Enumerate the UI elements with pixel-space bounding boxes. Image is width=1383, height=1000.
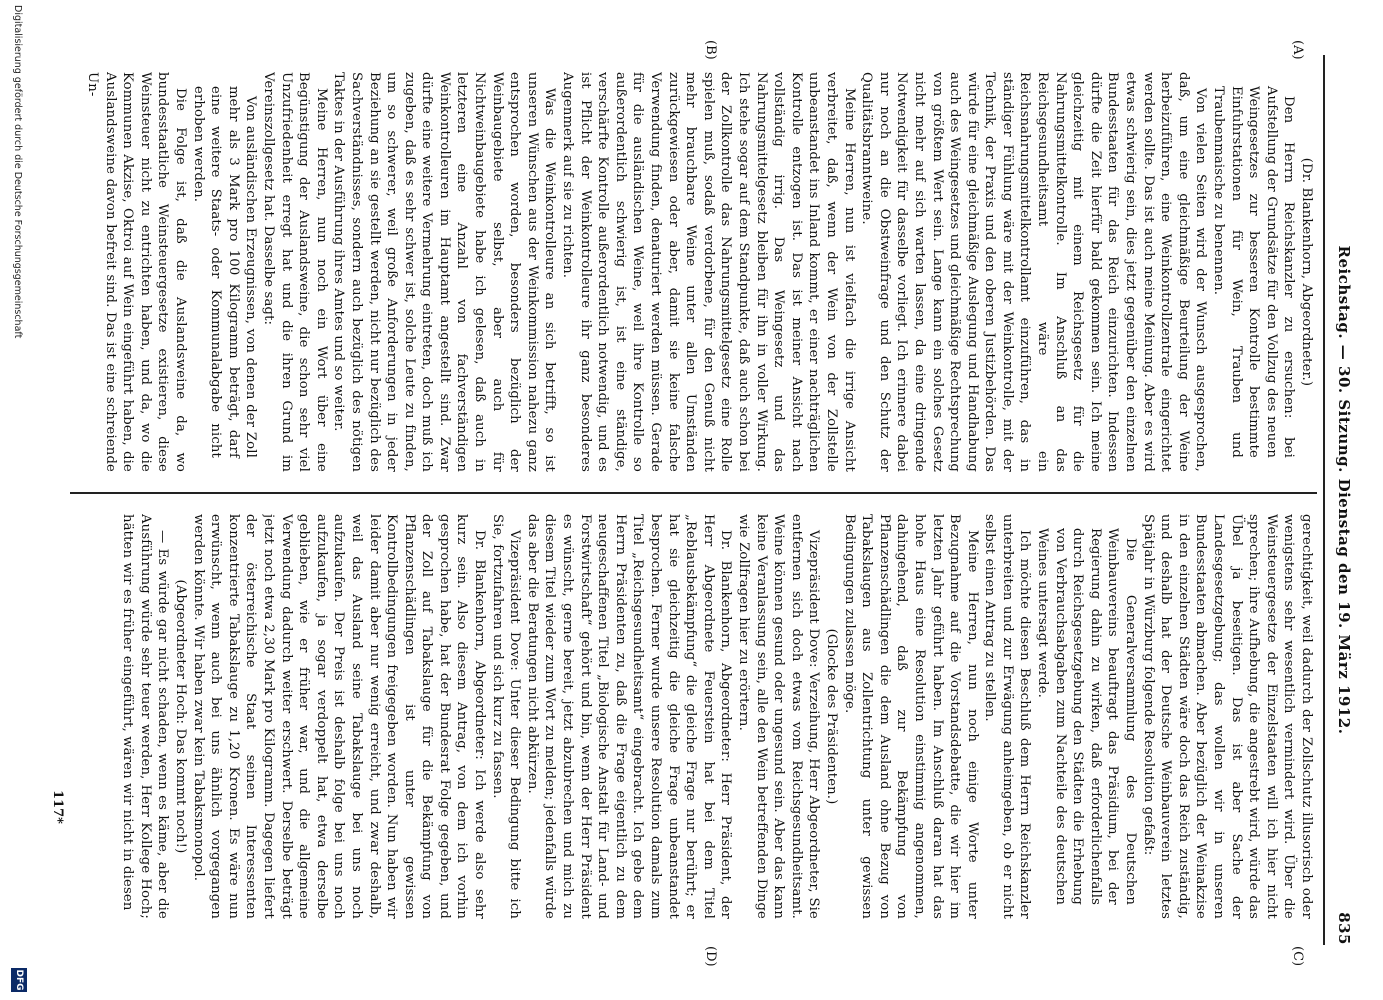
- resolution-quote: Den Herrn Reichskanzler zu ersuchen: bei Aufstellung der Grundsätze für den Vollzug des neuen Weingesetzes zur besseren Kontrolle bestimmte Einfuhrstationen für Wein, Trauben und Traubenmaische zu benennen.: [1211, 86, 1297, 458]
- law-quote: Von ausländischen Erzeugnissen, von denen der Zoll mehr als 3 Mark pro 100 Kilogramm beträgt, darf eine weitere Staats- oder Kommunalabgabe nicht erhoben werden.: [190, 86, 259, 458]
- margin-mark-a: (A): [1290, 40, 1305, 60]
- column-rule: [70, 492, 1317, 494]
- signature-mark: 117*: [50, 790, 65, 824]
- interjection: (Glocke des Präsidenten.): [823, 628, 839, 805]
- paragraph: Die Folge ist, daß die Auslandsweine da, wo bundesstaatliche Weinsteuergesetze existieren, diese Weinsteuer nicht zu entrichten haben, und da, wo die Kommunen Akzise, Oktroi auf Wein eingeführt haben, die Auslandsweine davon befreit sind. Das ist eine schreiende Un-: [85, 72, 188, 472]
- paragraph: Von vielen Seiten wird der Wunsch ausgesprochen, daß, um eine gleichmäßige Beurteilung der Weine herbeizuführen, eine Weinkontrollzentrale eingerichtet werden sollte. Das ist auch meine Meinung. Aber es wird etwas schwierig sein, dies jetzt gegenüber den einzelnen Bundesstaaten für das Reich einzurichten. Indessen dürfte die Zeit hierfür bald gekommen sein. Ich meine gleichzeitig mit einem Reichsgesetz für die Nahrungsmittelkontrolle. Im Anschluß an das Reichsgesundheitsamt wäre ein Reichsnahrungsmittelkontrollamt einzuführen, das in ständiger Fühlung wäre mit der Weinkontrolle, mit der Technik, der Praxis und den oberen Justizbehörden. Das würde für eine gleichmäßige Auslegung und Handhabung auch des Weingesetzes und gleichmäßige Rechtsprechung von größtem Wert sein. Lange kann ein solches Gesetz nicht mehr auf sich warten lassen, da eine dringende Notwendigkeit für dasselbe vorliegt. Ich erinnere dabei nur noch an die Obstweinfrage und den Schutz der Qualitätsbranntweine.: [859, 72, 1209, 472]
- interjection: (Abgeordneter Hoch: Das kommt noch!): [173, 579, 188, 854]
- paragraph: Was die Weinkontrolleure an sich betrifft, so ist unseren Wünschen aus der Weinkommission nahezu ganz entsprochen worden, besonders bezüglich der Weinbaugebiete selbst, aber auch für Nichtweinbaugebiete habe ich gelesen, daß auch in letzteren eine Anzahl von fachverständigen Weinkontrolleuren im Hauptamt angestellt sind. Zwar dürfte eine weitere Vermehrung eintreten, doch muß ich zugeben, daß es sehr schwer ist, solche Leute zu finden, um so schwerer, weil große Anforderungen in jeder Beziehung an sie gestellt werden, nicht nur bezüglich des Sachverständnisses, sondern auch bezüglich des nötigen Taktes in der Ausführung ihres Amtes und so weiter.: [331, 72, 558, 472]
- paragraph: — Es würde gar nicht schaden, wenn es käme, aber die Ausführung würde sehr teuer werden, Herr Kollege Hoch; hätten wir es früher eingeführt, wären wir nicht in diesen: [120, 514, 171, 919]
- paragraph: Meine Herren, nun noch ein Wort über eine Begünstigung der Auslandsweine, die schon sehr viel Unzufriedenheit erregt hat und die ihren Grund im Vereinszollgesetz hat. Dasselbe sagt:: [260, 72, 329, 472]
- header-rule: [1323, 55, 1325, 945]
- page-number: 835: [1335, 912, 1353, 945]
- left-column: [70, 72, 1315, 472]
- margin-mark-b: (B): [703, 40, 718, 60]
- paragraph: Meine Herren, nun noch einige Worte unter Bezugnahme auf die Vorstandsdebatte, die wir hier im letzten Jahr geführt haben. Im Anschluß daran hat das hohe Haus eine Resolution einstimmig angenommen, dahingehend, daß zur Bekämpfung von Pflanzenschädlingen die dem Ausland ohne Bezug von Tabakslaugen aus Zollentrichtung unter gewissen Bedingungen zulassen möge.: [841, 514, 980, 919]
- resolution-quote: Die Generalversammlung des Deutschen Weinbauvereins beauftragt das Präsidium, bei der Regierung dahin zu wirken, daß erforderlichenfalls durch Reichsgesetzgebung den Städten die Erhebung von Verbrauchsabgaben zum Nachteile des deutschen Weines untersagt werde.: [1035, 528, 1139, 905]
- margin-mark-c: (C): [1290, 946, 1305, 967]
- paragraph: Dr. Blankenhorn, Abgeordneter: Ich werde also sehr kurz sein. Also diesem Antrag, von dem ich vorhin gesprochen habe, hat der Bundesrat Folge gegeben, und der Zoll auf Tabakslauge für die Bekämpfung von Pflanzenschädlingen ist unter gewissen Kontrollbedingungen freigegeben worden. Nun haben wir leider damit aber nur wenig erreicht, und zwar deshalb, weil das Ausland seine Tabakslauge bei uns noch aufzukaufen. Der Preis ist deshalb folge bei uns noch aufzukaufen, ja sogar verdoppelt hat, etwa derselbe geblieben, wie er früher war, und die allgemeine Verwendung dadurch weiter erschwert. Derselbe beträgt jetzt noch etwa 2,30 Mark pro Kilogramm. Dagegen liefert der österreichische Staat seinen Interessenten konzentrierte Tabakslauge zu 1,20 Kronen. Es wäre nun erwünscht, wenn auch bei uns ähnlich vorgegangen werden könnte. Wir haben zwar kein Tabaksmonopol.: [190, 514, 488, 919]
- dfg-logo: DFG: [11, 968, 27, 992]
- paragraph: Vizepräsident Dove: Unter dieser Bedingung bitte ich Sie, fortzufahren und sich kurz zu fassen.: [489, 514, 523, 919]
- header-title: Reichstag. — 30. Sitzung. Dienstag den 19. März 1912.: [1335, 245, 1353, 735]
- right-column: [70, 514, 1315, 919]
- speaker-line: (Dr. Blankenhorn, Abgeordneter.): [1299, 157, 1314, 387]
- paragraph: gerechtigkeit, weil dadurch der Zollschutz illusorisch oder wenigstens sehr wesentlich vermindert wird. Über die Weinsteuergesetze der Einzelstaaten will ich hier nicht sprechen; ihre Aufhebung, die angestrebt wird, würde das Übel ja beseitigen. Das ist aber Sache der Landesgesetzgebung; das wollen wir in unseren Bundesstaaten abmachen. Aber bezüglich der Weinakzise in den einzelnen Städten wäre doch das Reich zuständig, und deshalb hat der Deutsche Weinbauverein letztes Spätjahr in Würzburg folgende Resolution gefaßt:: [1140, 514, 1314, 919]
- paragraph: Dr. Blankenhorn, Abgeordneter: Herr Präsident, der Herr Abgeordnete Feuerstein hat bei dem Titel „Reblausbekämpfung“ die gleiche Frage nur berührt; er hat sie gleichzeitig die gleiche Frage unbeanstandet besprochen. Ferner wurde unsere Resolution damals zum Titel „Reichsgesundheitsamt“ eingebracht. Ich gebe dem Herrn Präsidenten zu, daß die Frage eigentlich zu dem neugeschaffenen Titel „Biologische Anstalt für Land- und Forstwirtschaft“ gehört und bin, wenn der Herr Präsident es wünscht, gerne bereit, jetzt abzubrechen und mich zu diesem Titel wieder zum Wort zu melden; jedenfalls würde das aber die Beratungen nicht abkürzen.: [524, 514, 734, 919]
- page-header: [1327, 35, 1353, 945]
- paragraph: Vizepräsident Dove: Verzeihung, Herr Abgeordneter, Sie entfernen sich doch etwas vom Reichsgesundheitsamt. Weine können gesund oder ungesund sein. Aber das kann keine Veranlassung sein, alle den Wein betreffenden Dinge wie Zollfragen hier zu erörtern.: [736, 514, 822, 919]
- margin-mark-d: (D): [703, 946, 718, 967]
- footer-note: Digitalisierung gefördert durch die Deutsche Forschungsgemeinschaft: [12, 5, 23, 339]
- paragraph: Meine Herren, nun ist vielfach die irrige Ansicht verbreitet, daß, wenn der Wein von der Zollstelle unbeanstandet ins Inland kommt, er einer nachträglichen Kontrolle entzogen ist. Das ist meiner Ansicht nach vollständig irrig. Das Weingesetz und das Nahrungsmittelgesetz bleiben für ihn in voller Wirkung. Ich stehe sogar auf dem Standpunkte, daß auch schon bei der Zollkontrolle das Nahrungsmittelgesetz eine Rolle spielen muß, sodaß verdorbene, für den Genuß nicht mehr brauchbare Weine unter allen Umständen zurückgewiesen oder aber, damit sie keine falsche Verwendung finden, denaturiert werden müssen. Gerade für die ausländischen Weine, weil ihre Kontrolle so außerordentlich schwierig ist, ist eine ständige, verschärfte Kontrolle außerordentlich notwendig, und es ist Pflicht der Weinkontrolleure ihr ganz besonderes Augenmerk auf sie zu richten.: [560, 72, 857, 472]
- paragraph: Ich möchte diesen Beschluß dem Herrn Reichskanzler unterbreiten und zur Erwägung anheimgeben, ob er nicht selbst einen Antrag zu stellen.: [982, 514, 1033, 919]
